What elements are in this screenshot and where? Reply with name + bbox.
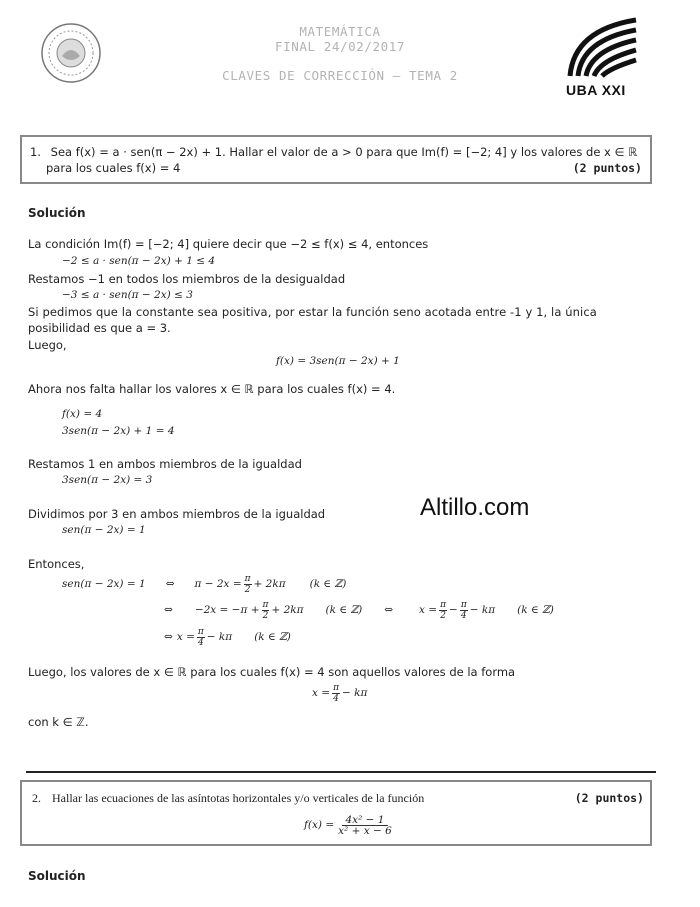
fraction-pi-over-2: $\frac{\pi}{2}$ [440, 599, 447, 621]
rational-function: $\frac{\text{4x² − 1}}{\text{x² + x − 6}}$ [338, 813, 392, 837]
fraction-pi-over-4: $\frac{\pi}{4}$ [333, 682, 339, 704]
university-seal [40, 22, 102, 84]
sol-line-11: 3sen(π − 2x) + 1 = 4 [62, 425, 175, 437]
question-1-box [20, 135, 652, 184]
question-2-text: Hallar las ecuaciones de las asíntotas horizontales y/o verticales de la función [52, 791, 425, 805]
question-2-function: f(x) = $\frac{\text{4x² − 1}}{\text{x² + x − 6}}$ [304, 813, 392, 837]
question-1-text-line2: para los cuales f(x) = 4 [46, 161, 181, 175]
solution-heading-2: Solución [28, 869, 86, 883]
fraction-pi-over-2: $\frac{\pi}{2}$ [244, 573, 251, 595]
question-2-number: 2. [32, 791, 41, 805]
solution-heading: Solución [28, 206, 86, 220]
sol-line-7: Luego, [28, 338, 67, 352]
eq-row-2: ⇔ −2x = −π + $\frac{\pi}{2}$ + 2kπ (k ∈ ℤ) ⇔ x = $\frac{\pi}{2}$ − $\frac{\pi}{4}$ − kπ (k ∈ ℤ) [164, 599, 554, 621]
question-2-points: (2 puntos) [574, 791, 644, 805]
sol-line-5: Si pedimos que la constante sea positiva, por estar la función seno acotada entre -1 y 1, la única [28, 305, 597, 319]
question-1-number: 1. [30, 145, 41, 159]
watermark: Altillo.com [420, 494, 530, 521]
fraction-pi-over-4: $\frac{\pi}{4}$ [197, 626, 204, 648]
sol-line-6: posibilidad es que a = 3. [28, 321, 171, 335]
section-divider [26, 771, 656, 773]
question-2-box [20, 780, 652, 846]
eq-row-3: ⇔ x = $\frac{\pi}{4}$ − kπ (k ∈ ℤ) [164, 626, 291, 648]
sol-line-3: Restamos −1 en todos los miembros de la desigualdad [28, 272, 346, 286]
sol-line-8: f(x) = 3sen(π − 2x) + 1 [276, 355, 400, 367]
sol-line-2: −2 ≤ a · sen(π − 2x) + 1 ≤ 4 [62, 255, 216, 267]
brand-name: UBA XXI [566, 82, 626, 98]
sol-line-16: Entonces, [28, 557, 85, 571]
sol-line-15: sen(π − 2x) = 1 [62, 524, 146, 536]
sol-line-4: −3 ≤ a · sen(π − 2x) ≤ 3 [62, 289, 193, 301]
eq-row-1: sen(π − 2x) = 1 ⇔ π − 2x = $\frac{\pi}{2}$ + 2kπ (k ∈ ℤ) [62, 573, 347, 595]
uba-xxi-logo [566, 16, 640, 96]
fraction-pi-over-2: $\frac{\pi}{2}$ [262, 599, 269, 621]
question-1-text-line1: Sea f(x) = a · sen(π − 2x) + 1. Hallar el valor de a > 0 para que Im(f) = [−2; 4] y los valores de x ∈ ℝ [50, 145, 638, 159]
question-1-points: (2 puntos) [572, 161, 642, 175]
final-answer: x = $\frac{\pi}{4}$ − kπ [312, 682, 368, 704]
sol-line-9: Ahora nos falta hallar los valores x ∈ ℝ para los cuales f(x) = 4. [28, 382, 396, 396]
sol-line-12: Restamos 1 en ambos miembros de la igualdad [28, 457, 302, 471]
sol-line-17: Luego, los valores de x ∈ ℝ para los cuales f(x) = 4 son aquellos valores de la forma [28, 665, 516, 679]
sol-line-1: La condición Im(f) = [−2; 4] quiere decir que −2 ≤ f(x) ≤ 4, entonces [28, 237, 429, 251]
header-subject: MATEMÁTICA [299, 24, 381, 39]
header-exam-date: FINAL 24/02/2017 [274, 39, 405, 54]
sol-line-10: f(x) = 4 [62, 408, 103, 420]
fraction-pi-over-4: $\frac{\pi}{4}$ [460, 599, 467, 621]
sol-line-19: con k ∈ ℤ. [28, 715, 89, 729]
header-title [180, 24, 500, 83]
sol-line-13: 3sen(π − 2x) = 3 [62, 474, 153, 486]
sol-line-14: Dividimos por 3 en ambos miembros de la igualdad [28, 507, 326, 521]
header-keys: CLAVES DE CORRECCIÓN – TEMA 2 [222, 68, 458, 83]
